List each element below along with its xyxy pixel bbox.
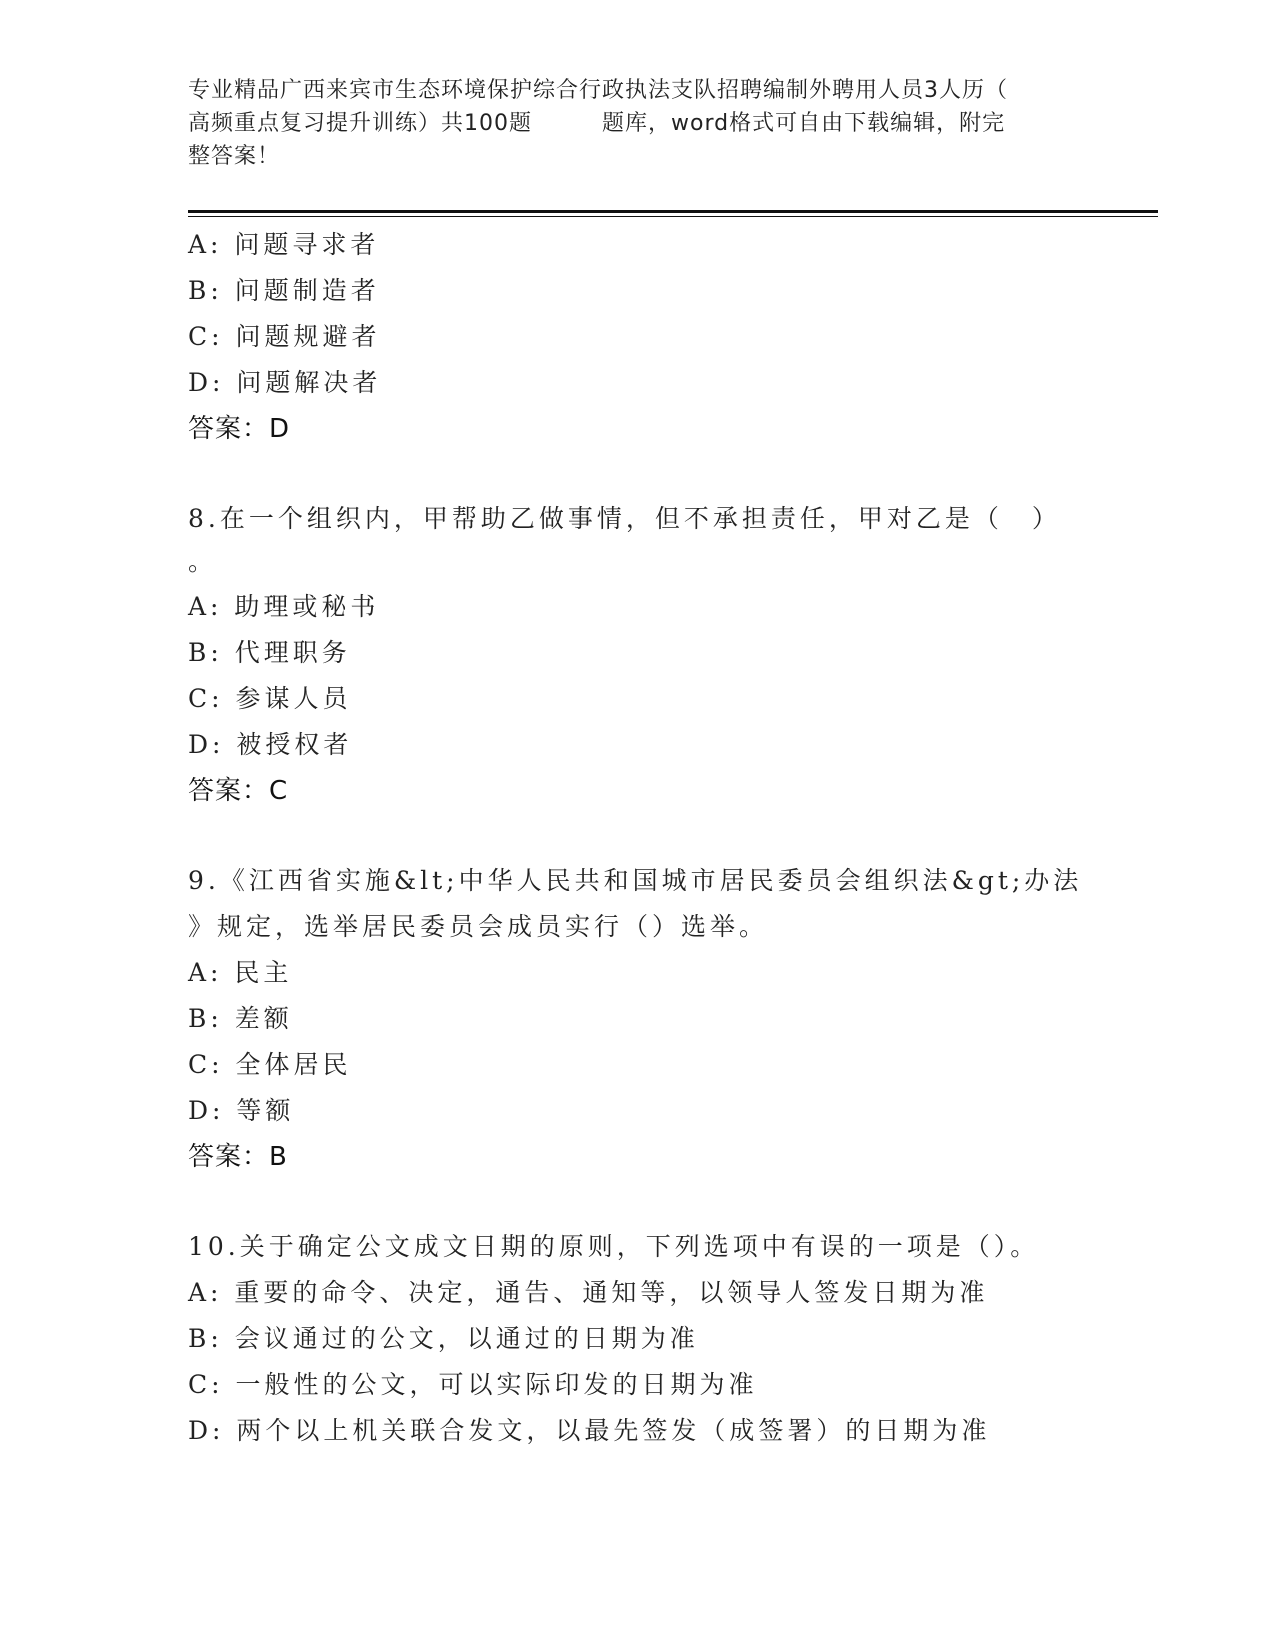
question-stem: 8.在一个组织内，甲帮助乙做事情，但不承担责任，甲对乙是（ ） — [188, 504, 1061, 533]
header-line-2 — [188, 107, 1088, 140]
option-c: C: 全体居民 — [188, 1050, 352, 1079]
question-stem: 9.《江西省实施&lt;中华人民共和国城市居民委员会组织法&gt;办法 — [188, 866, 1083, 895]
question-list — [188, 222, 1088, 1454]
option-d: D: 等额 — [188, 1096, 295, 1125]
answer: 答案：B — [188, 1142, 288, 1172]
option-c: C: 问题规避者 — [188, 322, 381, 351]
option-a: A: 民主 — [188, 958, 293, 987]
header-line-1: 专业精品广西来宾市生态环境保护综合行政执法支队招聘编制外聘用人员3人历（ — [188, 78, 1008, 103]
option-d: D: 被授权者 — [188, 730, 353, 759]
question-8 — [188, 496, 1088, 814]
header-line-2b: 题库，word格式可自由下载编辑，附完 — [602, 111, 1006, 136]
option-b: B: 会议通过的公文，以通过的日期为准 — [188, 1324, 699, 1353]
question-9 — [188, 858, 1088, 1180]
header-divider-thick — [188, 210, 1158, 213]
option-a: A: 问题寻求者 — [188, 230, 380, 259]
answer: 答案：C — [188, 776, 289, 806]
option-b: B: 代理职务 — [188, 638, 351, 667]
option-c: C: 参谋人员 — [188, 684, 352, 713]
question-stem-continued: 。 — [188, 547, 218, 576]
question-stem-continued: 》规定，选举居民委员会成员实行（）选举。 — [188, 912, 769, 941]
option-a: A: 重要的命令、决定，通告、通知等，以领导人签发日期为准 — [188, 1278, 989, 1307]
question-stem: 10.关于确定公文成文日期的原则，下列选项中有误的一项是（）。 — [188, 1232, 1040, 1261]
header-divider-thin — [188, 216, 1158, 217]
option-c: C: 一般性的公文，可以实际印发的日期为准 — [188, 1370, 758, 1399]
question-10 — [188, 1224, 1088, 1454]
question-7 — [188, 222, 1088, 452]
option-d: D: 两个以上机关联合发文，以最先签发（成签署）的日期为准 — [188, 1416, 991, 1445]
option-d: D: 问题解决者 — [188, 368, 382, 397]
option-b: B: 问题制造者 — [188, 276, 380, 305]
answer: 答案：D — [188, 414, 291, 444]
header-line-2a: 高频重点复习提升训练）共100题 — [188, 111, 532, 136]
option-b: B: 差额 — [188, 1004, 293, 1033]
document-header — [188, 74, 1088, 173]
header-line-3: 整答案！ — [188, 144, 281, 169]
option-a: A: 助理或秘书 — [188, 592, 380, 621]
